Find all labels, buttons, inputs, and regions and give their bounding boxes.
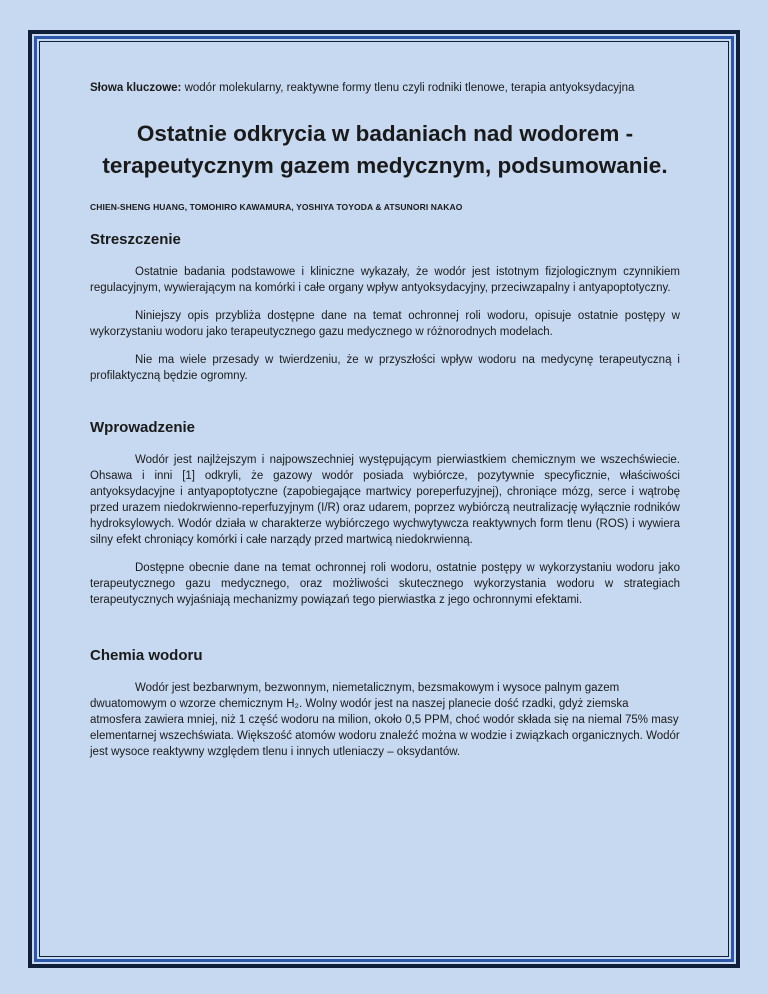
- abstract-paragraph-1: Ostatnie badania podstawowe i kliniczne wykazały, że wodór jest istotnym fizjologicznym czynnikiem regulacyjnym, wywierającym na komórki i całe organy wpływ antyoksydacyjny, przeciwzapalny i antyapoptotyczny.: [90, 266, 680, 294]
- chemistry-paragraph: Wodór jest bezbarwnym, bezwonnym, niemetalicznym, bezsmakowym i wysoce palnym gazem dwuatomowym o wzorze chemicznym H₂. Wolny wodór jest na naszej planecie dość rzadki, gdyż ziemska atmosfera zawiera mniej, niż 1 część wodoru na milion, około 0,5 PPM, choć wodór składa się na niemal 75% masy elementarnej wszechświata. Większość atomów wodoru znaleźć można w wodzie i związkach organicznych. Wodór jest wysoce reaktywny względem tlenu i innych utleniaczy – oksydantów.: [90, 682, 680, 758]
- section-intro: [90, 418, 680, 608]
- keywords-line: [90, 80, 680, 96]
- keywords-text: wodór molekularny, reaktywne formy tlenu czyli rodniki tlenowe, terapia antyoksydacyjna: [181, 82, 635, 94]
- authors-line: CHIEN-SHENG HUANG, TOMOHIRO KAWAMURA, YOSHIYA TOYODA & ATSUNORI NAKAO: [90, 202, 463, 212]
- section-heading-chemistry: Chemia wodoru: [90, 647, 203, 664]
- intro-paragraph-1: Wodór jest najlżejszym i najpowszechniej występującym pierwiastkiem chemicznym we wszechświecie. Ohsawa i inni [1] odkryli, że gazowy wodór posiada wybiórcze, pozytywnie specyficznie, właściwości antyoksydacyjne i antyapoptotyczne (zapobiegające martwicy poreperfuzyjnej), chroniące mózg, serce i wątrobę przed urazem niedokrwienno-reperfuzyjnym (I/R) oraz udarem, poprzez wybiórczą neutralizację wyłącznie rodników hydroksylowych. Wodór działa w charakterze wybiórczego wychwytywcza reaktywnych form tlenu (ROS) i wywiera silny efekt chroniący komórki i całe narządy przed martwicą niedokrwienną.: [90, 454, 680, 546]
- document-content: [90, 80, 680, 760]
- section-heading-abstract: Streszczenie: [90, 231, 181, 248]
- section-abstract: [90, 230, 680, 384]
- abstract-paragraph-2: Niniejszy opis przybliża dostępne dane na temat ochronnej roli wodoru, opisuje ostatnie postępy w wykorzystaniu wodoru jako terapeutycznego gazu medycznego w różnorodnych modelach.: [90, 310, 680, 338]
- document-title: Ostatnie odkrycia w badaniach nad wodorem - terapeutycznym gazem medycznym, podsumowanie.: [102, 121, 668, 178]
- keywords-label: Słowa kluczowe:: [90, 82, 182, 94]
- abstract-paragraph-3: Nie ma wiele przesady w twierdzeniu, że w przyszłości wpływ wodoru na medycynę terapeutyczną i profilaktyczną będzie ogromny.: [90, 354, 680, 382]
- section-heading-intro: Wprowadzenie: [90, 419, 196, 436]
- section-chemistry: [90, 646, 680, 760]
- intro-paragraph-2: Dostępne obecnie dane na temat ochronnej roli wodoru, ostatnie postępy w wykorzystaniu wodoru jako terapeutycznego gazu medycznego, oraz możliwości skutecznego wykorzystania wodoru w strategiach terapeutycznych wyjaśniają mechanizmy powiązań tego pierwiastka z jego ochronnymi efektami.: [90, 562, 680, 606]
